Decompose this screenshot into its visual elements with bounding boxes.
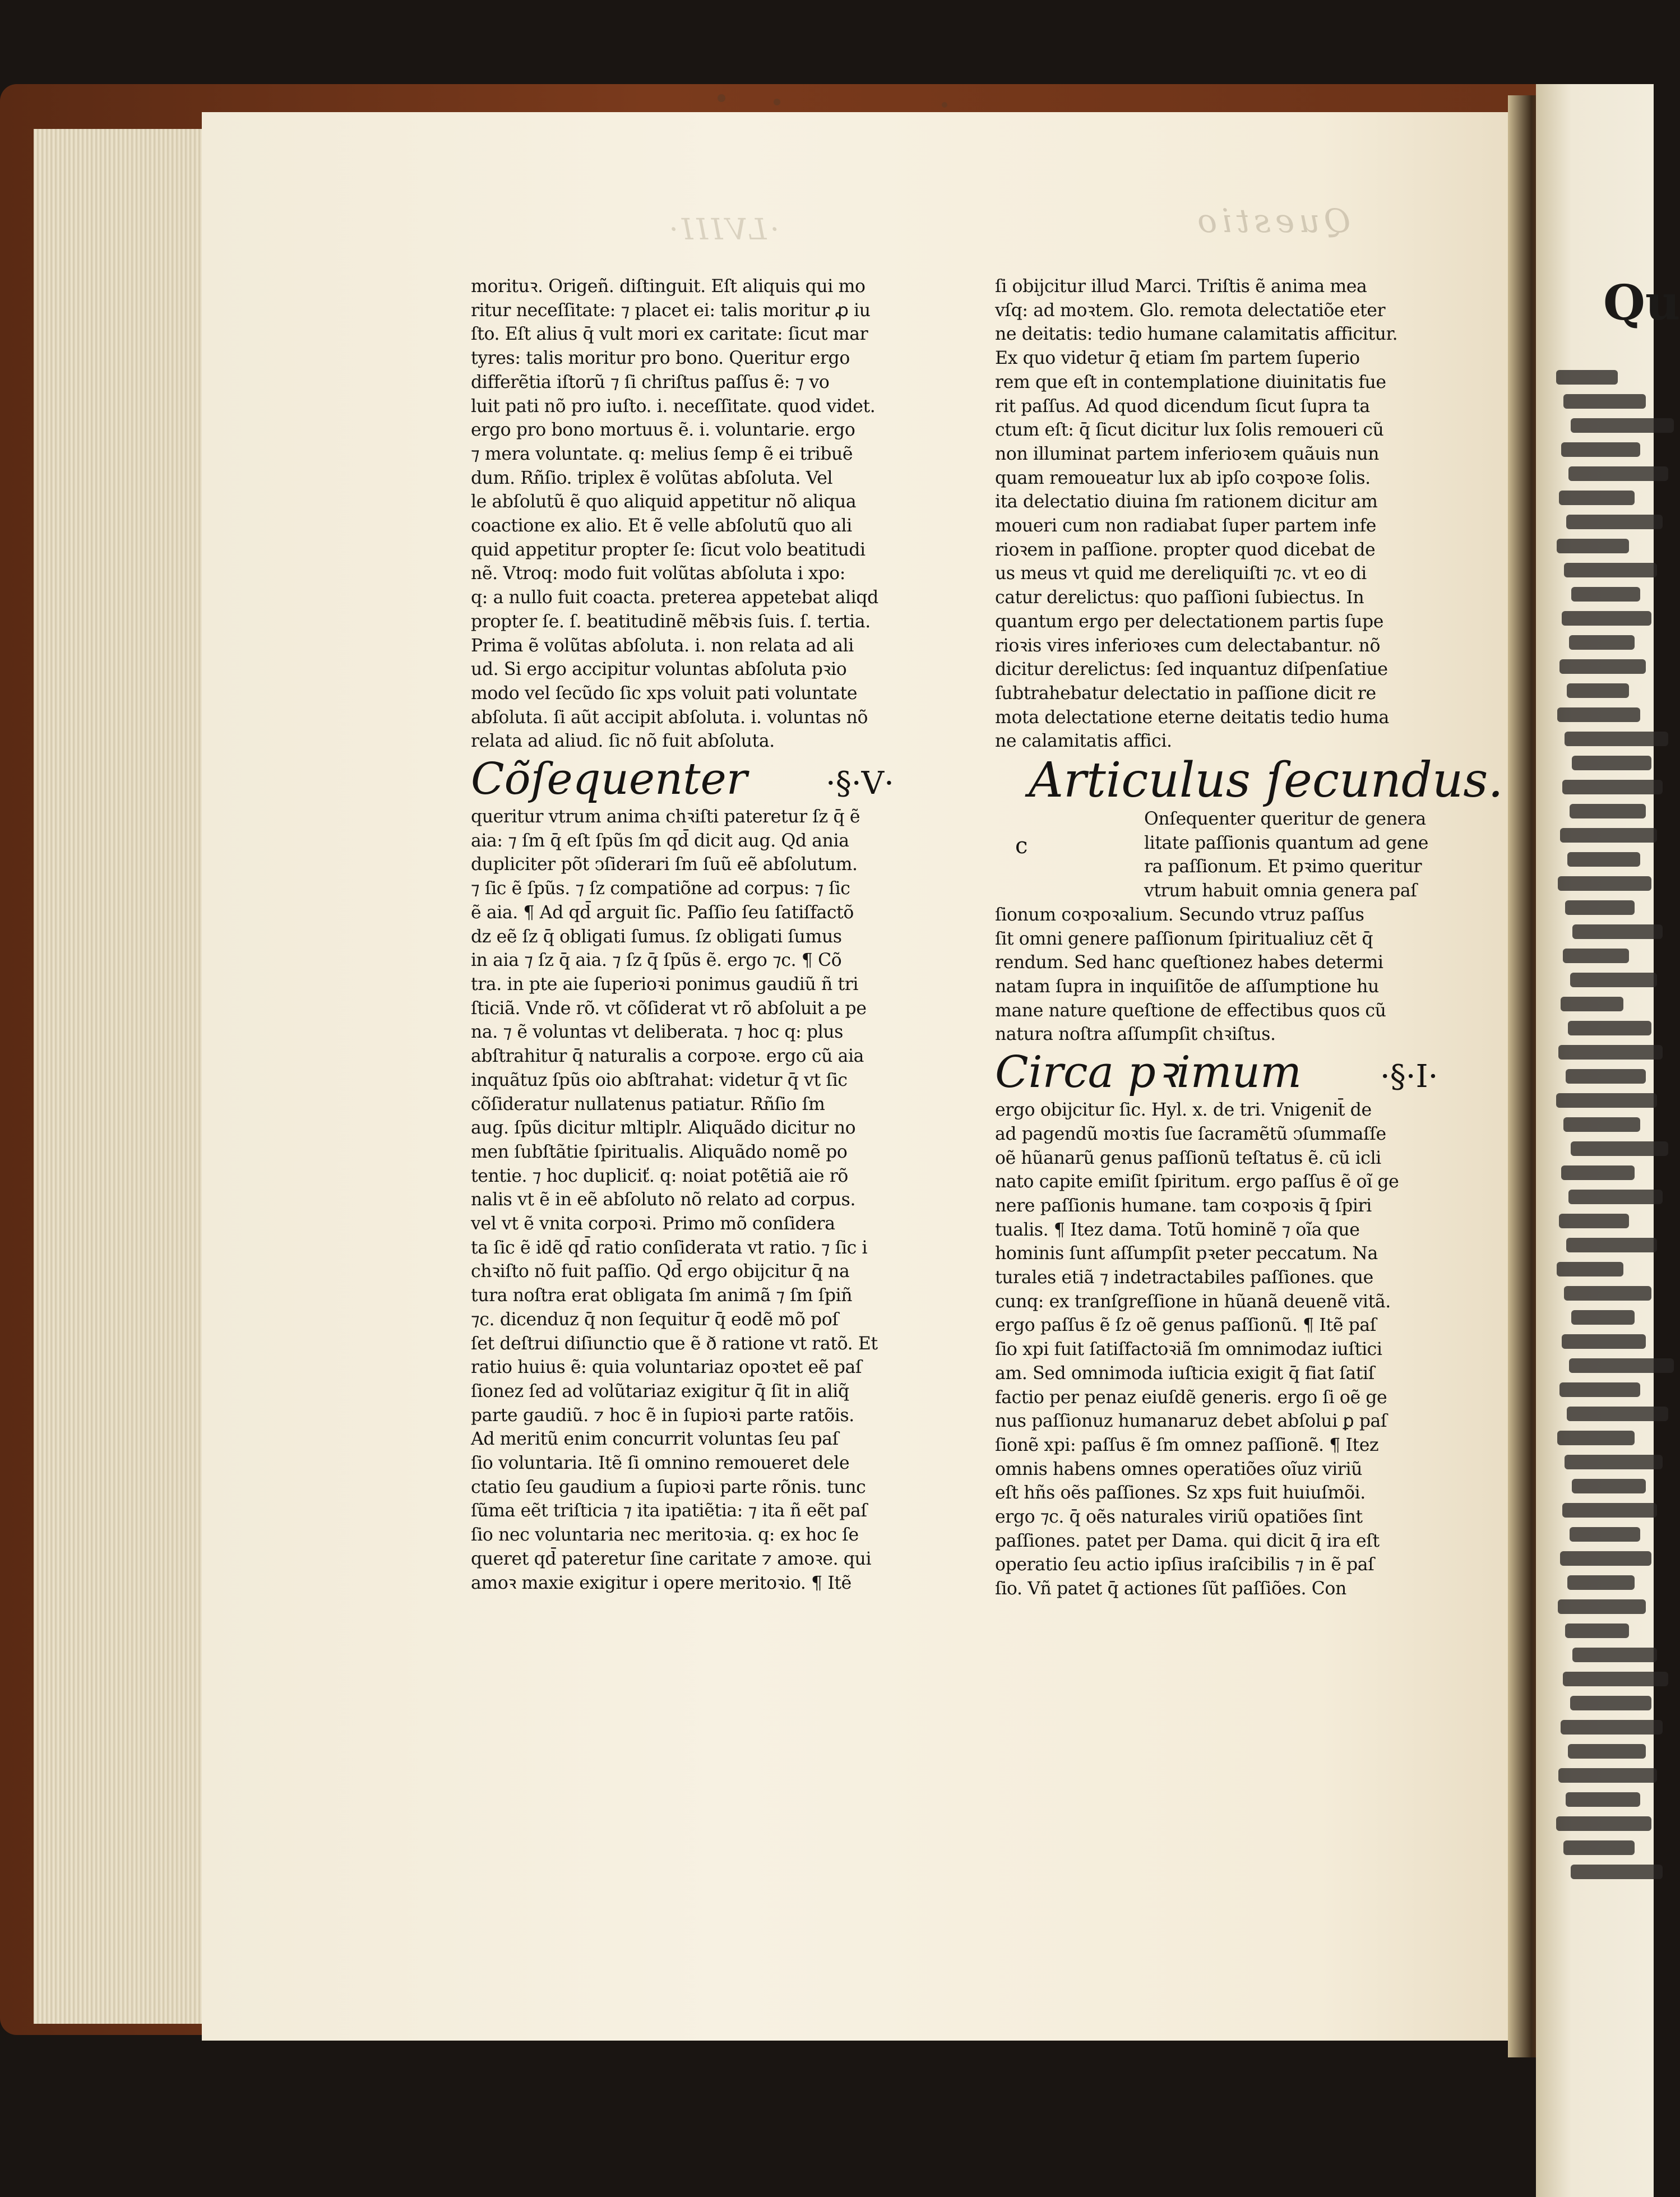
text-line: differẽtia iſtorũ ⁊ ſi chriſtus paſſus ẽ: ⁊ vo [471, 372, 830, 392]
text-line: rit paſſus. Ad quod dicendum ſicut ſupra ta [995, 396, 1370, 417]
text-line: ra paſſionum. Et pꝛimo queritur [1144, 857, 1422, 877]
facing-page-text-stroke [1567, 1575, 1635, 1590]
text-line: in aia ⁊ ſz q̄ aia. ⁊ ſz q̄ ſpũs ẽ. ergo ⁊c. ¶ Cõ [471, 950, 842, 971]
text-line: ⁊ ſic ẽ ſpũs. ⁊ ſz compatiõne ad corpus: ⁊ ſic [471, 878, 850, 899]
facing-page-text-stroke [1562, 611, 1651, 626]
text-line: parte gaudiũ. ⁊ hoc ẽ in ſupioꝛi parte ratõis. [471, 1405, 854, 1426]
text-line: quam remoueatur lux ab ipſo coꝛpoꝛe ſolis. [995, 468, 1371, 488]
text-line: le abſolutũ ẽ quo aliquid appetitur nõ aliqua [471, 492, 857, 512]
facing-page-text-stroke [1563, 949, 1629, 963]
facing-page-text-stroke [1559, 1382, 1640, 1397]
left-column [471, 275, 964, 1595]
page-edges [34, 129, 202, 2024]
facing-page-text-stroke [1572, 1648, 1657, 1662]
text-line: mota delectatione eterne deitatis tedio huma [995, 707, 1389, 728]
text-line: vtrum habuit omnia genera paſ [1144, 881, 1417, 901]
facing-page-text-stroke [1561, 1720, 1663, 1735]
text-line: oẽ hũanarũ genus paſſionũ teſtatus ẽ. cũ icli [995, 1148, 1381, 1168]
text-line: ta ſic ẽ idẽ qd̄ ratio conſiderata vt ratio. ⁊ ſic i [471, 1237, 868, 1258]
text-line: natura noſtra aſſumpſit chꝛiſtus. [995, 1024, 1276, 1045]
text-line: luit pati nõ pro iuſto. i. neceſſitate. quod videt. [471, 396, 876, 417]
facing-page-text-stroke [1566, 1238, 1657, 1252]
facing-page-heading: Qu [1603, 275, 1680, 331]
facing-page-text-stroke [1571, 1310, 1635, 1325]
text-line: rem que eſt in contemplatione diuinitatis fue [995, 372, 1386, 392]
facing-page-text-stroke [1569, 1358, 1674, 1373]
text-line: ſio. Vñ patet q̄ actiones ſũt paſſiões. Con [995, 1579, 1346, 1599]
text-line: paſſiones. patet per Dama. qui dicit q̄ ira eſt [995, 1530, 1380, 1551]
facing-page-text-stroke [1564, 1286, 1651, 1301]
text-line: ⁊c. dicenduz q̄ non ſequitur q̄ eodẽ mõ poſ [471, 1309, 839, 1330]
text-line: ita delectatio diuina ſm rationem dicitur am [995, 492, 1378, 512]
section-heading-text: Cõſequenter [471, 754, 748, 805]
text-line: inquãtuz ſpũs oio abſtrahat: videtur q̄ vt ſic [471, 1070, 848, 1090]
text-line: vel vt ẽ vnita corpoꝛi. Primo mõ conſidera [471, 1214, 835, 1234]
text-line: factio per penaz eiuſdẽ generis. ergo ſi oẽ ge [995, 1387, 1387, 1408]
facing-page-text-stroke [1558, 1045, 1663, 1060]
text-line: ſticiã. Vnde rõ. vt cõſiderat vt rõ abſoluit a pe [471, 998, 867, 1019]
text-line: dz eẽ ſz q̄ obligati ſumus. ſz obligati ſumus [471, 926, 842, 947]
facing-page-text-stroke [1556, 1093, 1657, 1108]
facing-page-text-stroke [1572, 756, 1651, 770]
facing-page-text-stroke [1563, 1672, 1668, 1686]
text-line: non illuminat partem inferioꝛem quãuis nun [995, 443, 1379, 464]
cover-stain [774, 99, 780, 105]
text-line: ne calamitatis affici. [995, 731, 1172, 752]
text-line: ergo obijcitur ſic. Hyl. x. de tri. Vnigenit̄ de [995, 1100, 1372, 1121]
text-line: ſio nec voluntaria nec meritoꝛia. q: ex hoc ſe [471, 1525, 859, 1546]
facing-page-text-stroke [1565, 1455, 1663, 1469]
text-line: ſionẽ xpi: paſſus ẽ ſm omnez paſſionẽ. ¶ Itez [995, 1435, 1379, 1455]
section-heading-text: Circa pꝛimum [995, 1047, 1302, 1098]
text-line: operatio ſeu actio ipſius iraſcibilis ⁊ in ẽ paſ [995, 1555, 1374, 1575]
text-line: catur derelictus: quo paſſioni ſubiectus. In [995, 588, 1364, 608]
right-column-paragraph-3 [995, 1098, 1485, 1601]
facing-page-text-stroke [1565, 1624, 1629, 1638]
text-line: aia: ⁊ ſm q̄ eſt ſpũs ſm qd̄ dicit aug. Qd ania [471, 830, 849, 851]
text-line: na. ⁊ ẽ voluntas vt deliberata. ⁊ hoc q: plus [471, 1022, 844, 1043]
text-line: ſubtrahebatur delectatio in paſſione dicit re [995, 683, 1376, 704]
cover-stain [718, 94, 725, 102]
facing-page-text-stroke [1566, 515, 1663, 529]
text-line: rioꝛem in paſſione. propter quod dicebat de [995, 539, 1376, 560]
running-head-showthrough: Questio [1193, 202, 1351, 240]
facing-page-text-stroke [1570, 804, 1646, 818]
text-line: ſet deſtrui diſiunctio que ẽ ð ratione vt ratõ. Et [471, 1333, 878, 1354]
facing-page-text-stroke [1557, 539, 1629, 553]
facing-page-text-stroke [1556, 370, 1618, 385]
text-line: dum. Rñſio. triplex ẽ volũtas abſoluta. Vel [471, 468, 833, 488]
text-line: relata ad aliud. ſic nõ fuit abſoluta. [471, 731, 775, 752]
text-line: abſoluta. ſi aũt accipit abſoluta. i. voluntas nõ [471, 707, 868, 728]
text-line: nus paſſionuz humanaruz debet abſolui ꝑ paſ [995, 1411, 1387, 1432]
text-line: omnis habens omnes operatiões oĩuz viriũ [995, 1459, 1363, 1479]
text-line: queritur vtrum anima chꝛiſti pateretur ſz q̄ ẽ [471, 807, 860, 827]
folio-showthrough: ·LVIII· [665, 213, 779, 247]
drop-cap-paragraph [995, 807, 1485, 903]
facing-page-text-stroke [1561, 1165, 1635, 1180]
text-line: ſũma eẽt triſticia ⁊ ita ipatiẽtia: ⁊ ita ñ eẽt paſ [471, 1501, 867, 1521]
facing-page [1536, 84, 1680, 2197]
text-line: chꝛiſto nõ fuit paſſio. Qd̄ ergo obijcitur q̄ na [471, 1261, 850, 1282]
text-line: Ex quo videtur q̄ etiam ſm partem ſuperio [995, 348, 1360, 369]
facing-page-text-stroke [1569, 635, 1635, 650]
facing-page-text-stroke [1562, 780, 1663, 794]
text-line: aug. ſpũs dicitur mltiplr. Aliquãdo dicitur no [471, 1118, 856, 1139]
section-heading-consequenter [471, 753, 964, 805]
facing-page-text-stroke [1568, 1190, 1663, 1204]
text-line: tualis. ¶ Itez dama. Totũ hominẽ ⁊ oĩa que [995, 1219, 1360, 1240]
text-line: men ſubſtãtie ſpiritualis. Aliquãdo nomẽ po [471, 1141, 848, 1162]
text-line: ſto. Eſt alius q̄ vult mori ex caritate: ſicut mar [471, 324, 868, 345]
text-line: cõſideratur nullatenus patiatur. Rñſio ſm [471, 1094, 825, 1114]
text-line: nato capite emiſit ſpiritum. ergo paſſus ẽ oĩ ge [995, 1172, 1399, 1192]
facing-page-text-stroke [1563, 1117, 1640, 1132]
section-number: ·§·V· [826, 765, 894, 802]
text-line: ſit omni genere paſſionum ſpiritualiuz cẽt q̄ [995, 928, 1373, 949]
right-column-paragraph-2 [995, 903, 1485, 1047]
cover-stain [942, 102, 947, 108]
facing-page-text-stroke [1558, 876, 1651, 891]
text-line: q: a nullo fuit coacta. preterea appetebat aliqd [471, 588, 878, 608]
text-line: nere paſſionis humane. tam coꝛpoꝛis q̄ ſpiri [995, 1195, 1372, 1216]
facing-page-text-stroke [1559, 491, 1635, 505]
facing-page-text-stroke [1556, 1816, 1651, 1831]
text-line: quantum ergo per delectationem partis ſupe [995, 611, 1384, 632]
facing-page-text-stroke [1571, 587, 1640, 602]
text-line: rendum. Sed hanc queſtionez habes determi [995, 952, 1383, 973]
facing-page-text-stroke [1559, 659, 1646, 674]
facing-page-text-stroke [1559, 1214, 1629, 1228]
text-line: Onſequenter queritur de genera [1144, 809, 1426, 830]
text-line: ſionum coꝛpoꝛalium. Secundo vtruz paſſus [995, 904, 1364, 925]
facing-page-text-stroke [1571, 418, 1674, 433]
text-line: tyres: talis moritur pro bono. Queritur ergo [471, 348, 850, 369]
text-line: dupliciter põt ↄſiderari ſm ſuũ eẽ abſolutum. [471, 854, 858, 875]
section-heading-circa-primum [995, 1047, 1485, 1098]
text-line: Prima ẽ volũtas abſoluta. i. non relata ad ali [471, 635, 854, 656]
text-line: ſionez ſed ad volũtariaz exigitur q̄ ſit in aliq̃ [471, 1381, 849, 1402]
text-line: morituꝛ. Origeñ. diſtinguit. Eſt aliquis qui mo [471, 276, 866, 297]
text-line: us meus vt quid me dereliquiſti ⁊c. vt eo di [995, 563, 1367, 584]
text-line: ne deitatis: tedio humane calamitatis afficitur. [995, 324, 1398, 345]
facing-page-text-stroke [1560, 1551, 1651, 1566]
text-line: amoꝛ maxie exigitur i opere meritoꝛio. ¶ Itẽ [471, 1572, 851, 1593]
facing-page-text-stroke [1558, 1768, 1657, 1783]
right-column [995, 275, 1503, 1601]
text-line: moueri cum non radiabat ſuper partem infe [995, 516, 1377, 536]
facing-page-text-stroke [1571, 1865, 1663, 1879]
text-line: ſio xpi fuit ſatiſfactoꝛiã ſm omnimodaz iuſtici [995, 1339, 1382, 1360]
facing-page-text-stroke [1567, 683, 1629, 698]
facing-page-text-stroke [1570, 1527, 1640, 1542]
facing-page-text-stroke [1567, 852, 1640, 867]
facing-page-text-stroke [1570, 1696, 1651, 1710]
facing-page-text-stroke [1563, 394, 1646, 409]
facing-page-text-stroke [1566, 1792, 1640, 1807]
text-line: tentie. ⁊ hoc dupliciť. q: noiat potẽtiã aie rõ [471, 1165, 848, 1186]
text-line: am. Sed omnimoda iuſticia exigit q̄ fiat ſatiſ [995, 1363, 1374, 1384]
text-line: Ad meritũ enim concurrit voluntas ſeu paſ [471, 1429, 839, 1450]
text-line: rioꝛis vires inferioꝛes cum delectabantur. nõ [995, 635, 1381, 656]
section-number: ·§·I· [1380, 1058, 1438, 1095]
drop-cap-lines [1066, 807, 1485, 903]
text-line: turales etiã ⁊ indetractabiles paſſiones. que [995, 1268, 1373, 1288]
text-line: ritur neceſſitate: ⁊ placet ei: talis moritur ꝓ iu [471, 300, 871, 321]
facing-page-text-stroke [1565, 732, 1668, 746]
facing-page-text-stroke [1562, 1334, 1646, 1349]
text-line: cunq: ex tranſgreſſione in hũanã deuenẽ vitã. [995, 1291, 1391, 1312]
facing-page-text-stroke [1561, 442, 1640, 457]
text-line: vſq: ad moꝛtem. Glo. remota delectatiõe eter [995, 300, 1386, 321]
facing-page-text-stroke [1564, 563, 1657, 577]
left-column-paragraph-1 [471, 275, 964, 753]
article-heading: Articulus ſecundus. [1029, 752, 1503, 809]
text-line: nẽ. Vtroq: modo fuit volũtas abſoluta i xpo: [471, 563, 845, 584]
right-column-paragraph-1 [995, 275, 1485, 753]
text-line: ratio huius ẽ: quia voluntariaz opoꝛtet eẽ paſ [471, 1357, 862, 1378]
text-line: ud. Si ergo accipitur voluntas abſoluta pꝛio [471, 659, 847, 680]
text-line: dicitur derelictus: ſed inquantuz diſpenſatiue [995, 659, 1388, 680]
text-line: tura noſtra erat obligata ſm animã ⁊ ſm ſpiñ [471, 1285, 853, 1306]
facing-page-text-stroke [1567, 1407, 1668, 1421]
text-line: ſio voluntaria. Itẽ ſi omnino remoueret dele [471, 1453, 850, 1474]
text-line: mane nature queſtione de effectibus quos cũ [995, 1000, 1386, 1021]
left-column-paragraph-2 [471, 805, 964, 1595]
text-line: ẽ aia. ¶ Ad qd̄ arguit ſic. Paſſio ſeu ſatiſfactõ [471, 902, 854, 923]
facing-page-text-stroke [1560, 828, 1657, 843]
facing-page-text-stroke [1563, 1840, 1635, 1855]
text-line: ergo paſſus ẽ ſz oẽ genus paſſionũ. ¶ Itẽ paſ [995, 1315, 1376, 1336]
text-line: ctatio ſeu gaudium a ſupioꝛi parte rõnis. tunc [471, 1477, 866, 1497]
text-line: natam ſupra in inquiſitõe de aſſumptione hu [995, 976, 1379, 997]
text-line: propter ſe. ſ. beatitudinẽ mẽbꝛis ſuis. ſ. tertia. [471, 611, 871, 632]
text-line: eſt hñs oẽs paſſiones. Sz xps fuit huiuſmõi. [995, 1483, 1366, 1504]
text-line: quid appetitur propter ſe: ſicut volo beatitudi [471, 539, 866, 560]
text-line: abſtrahitur q̄ naturalis a corpoꝛe. ergo cũ aia [471, 1046, 864, 1067]
text-line: tra. in pte aie ſuperioꝛi ponimus gaudiũ ñ tri [471, 974, 859, 995]
facing-page-text-stroke [1568, 1744, 1646, 1759]
text-line: modo vel ſecũdo ſic xps voluit pati voluntate [471, 683, 858, 704]
text-line: coactione ex alio. Et ẽ velle abſolutũ quo ali [471, 516, 852, 536]
facing-page-text-stroke [1566, 1069, 1646, 1084]
facing-page-text-stroke [1572, 924, 1663, 939]
facing-page-text-stroke [1570, 973, 1657, 987]
text-line: queret qd̄ pateretur ſine caritate ⁊ amoꝛe. qui [471, 1548, 872, 1569]
text-line: ergo ⁊c. q̄ oẽs naturales viriũ opatiões ſint [995, 1507, 1363, 1528]
facing-page-text-stroke [1572, 1479, 1646, 1493]
facing-page-text-stroke [1561, 997, 1623, 1011]
facing-page-text-stroke [1557, 707, 1640, 722]
facing-page-text-stroke [1565, 900, 1635, 915]
text-line: hominis ſunt aſſumpſit pꝛeter peccatum. Na [995, 1243, 1378, 1264]
text-line: ergo pro bono mortuus ẽ. i. voluntarie. ergo [471, 420, 855, 441]
text-line: ad pagendũ moꝛtis ſue ſacramẽtũ ↄſummaſſe [995, 1123, 1386, 1144]
facing-page-text-stroke [1568, 1021, 1651, 1035]
text-line: nalis vt ẽ in eẽ abſoluto nõ relato ad corpus. [471, 1190, 856, 1210]
text-line: ſi obijcitur illud Marci. Triſtis ẽ anima mea [995, 276, 1367, 297]
text-line: litate paſſionis quantum ad gene [1144, 832, 1428, 853]
facing-page-text-stroke [1562, 1503, 1657, 1518]
text-line: ctum eſt: q̄ ſicut dicitur lux ſolis remoueri cũ [995, 420, 1384, 441]
facing-page-text-stroke [1571, 1141, 1668, 1156]
facing-page-text-stroke [1557, 1262, 1623, 1276]
facing-page-text-stroke [1557, 1431, 1635, 1445]
facing-page-text-stroke [1568, 466, 1668, 481]
facing-page-text-stroke [1558, 1599, 1646, 1614]
text-line: ⁊ mera voluntate. q: melius ſemp ẽ ei tribuẽ [471, 443, 853, 464]
drop-cap-guide-letter: c [1015, 833, 1028, 859]
